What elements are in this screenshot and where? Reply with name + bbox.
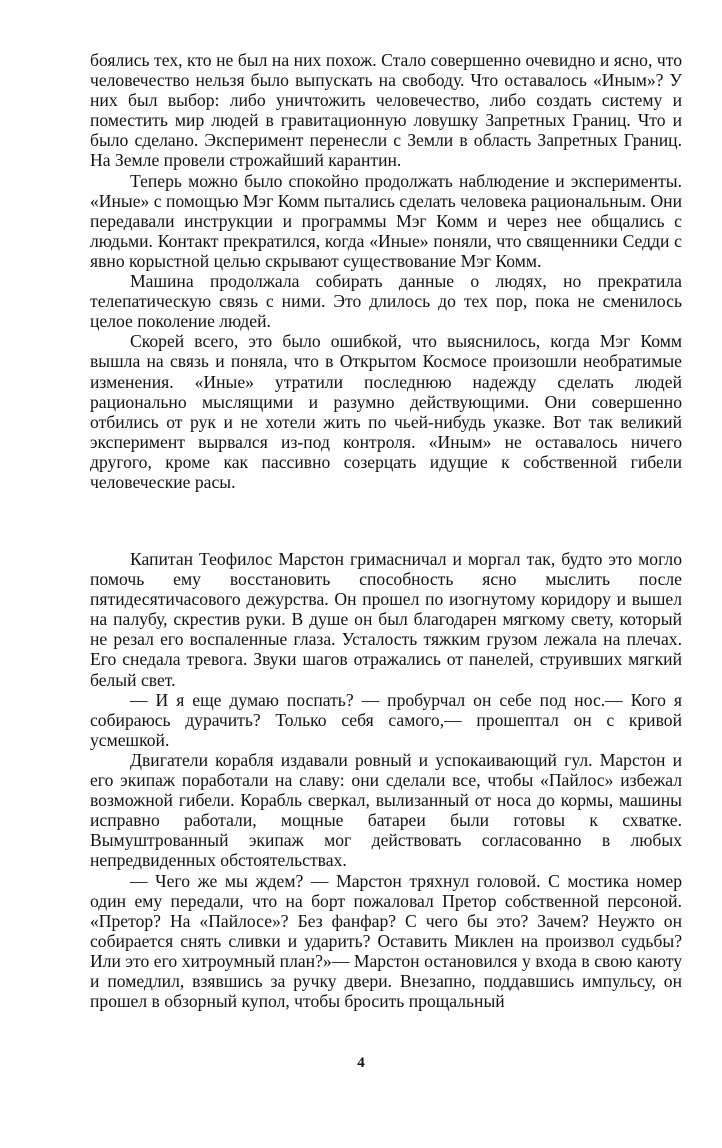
paragraph: Капитан Теофилос Марстон гримасничал и моргал так, будто это могло помочь ему восстановить способность ясно мыслить после пятидесятичасового дежурства. Он прошел по изогнутому коридору и вышел на палубу, скрестив руки. В душе он был благодарен мягкому свету, который не резал его воспаленные глаза. Усталость тяжким грузом лежала на плечах. Его снедала тревога. Звуки шагов отражались от панелей, струивших мягкий белый свет.: [90, 549, 682, 690]
paragraph: Теперь можно было спокойно продолжать наблюдение и эксперименты. «Иные» с помощью Мэг Комм пытались сделать человека рациональным. Они передавали инструкции и программы Мэг Комм и через нее общались с людьми. Контакт прекратился, когда «Иные» поняли, что священники Седди с явно корыстной целью скрывают существование Мэг Комм.: [90, 170, 682, 271]
paragraph: — Чего же мы ждем? — Марстон тряхнул головой. С мостика номер один ему передали, что на борт пожаловал Претор собственной персоной. «Претор? На «Пайлосе»? Без фанфар? С чего бы это? Зачем? Неужто он собирается снять сливки и ударить? Оставить Миклен на произвол судьбы? Или это его хитроумный план?»— Марстон остановился у входа в свою каюту и помедлил, взявшись за ручку двери. Внезапно, поддавшись импульсу, он прошел в обзорный купол, чтобы бросить прощальный: [90, 870, 682, 1012]
paragraph: Двигатели корабля издавали ровный и успокаивающий гул. Марстон и его экипаж поработали на славу: они сделали все, чтобы «Пайлос» избежал возможной гибели. Корабль сверкал, вылизанный от носа до кормы, машины исправно работали, мощные батареи были готовы к схватке. Вымуштрованный экипаж мог действовать согласованно в любых непредвиденных обстоятельствах.: [90, 749, 682, 871]
text-section-1: [90, 50, 682, 492]
paragraph: Машина продолжала собирать данные о людях, но прекратила телепатическую связь с ними. Это длилось до тех пор, пока не сменилось целое поколение людей.: [90, 271, 682, 332]
paragraph: Скорей всего, это было ошибкой, что выяснилось, когда Мэг Комм вышла на связь и поняла, что в Открытом Космосе произошли необратимые изменения. «Иные» утратили последнюю надежду сделать людей рационально мыслящими и разумно действующими. Они совершенно отбились от рук и не хотели жить по чьей-нибудь указке. Вот так великий эксперимент вырвался из-под контроля. «Иным» не оставалось ничего другого, кроме как пассивно созерцать идущие к собственной гибели человеческие расы.: [90, 331, 682, 492]
page-number: 4: [357, 1055, 365, 1071]
text-section-2: [90, 549, 682, 1011]
paragraph: боялись тех, кто не был на них похож. Стало совершенно очевидно и ясно, что человечество нельзя было выпускать на свободу. Что оставалось «Иным»? У них был выбор: либо уничтожить человечество, либо создать систему и поместить мир людей в гравитационную ловушку Запретных Границ. Что и было сделано. Эксперимент перенесли с Земли в область Запретных Границ. На Земле провели строжайший карантин.: [90, 50, 682, 171]
paragraph: — И я еще думаю поспать? — пробурчал он себе под нос.— Кого я собираюсь дурачить? Только себя самого,— прошептал он с кривой усмешкой.: [90, 689, 682, 750]
